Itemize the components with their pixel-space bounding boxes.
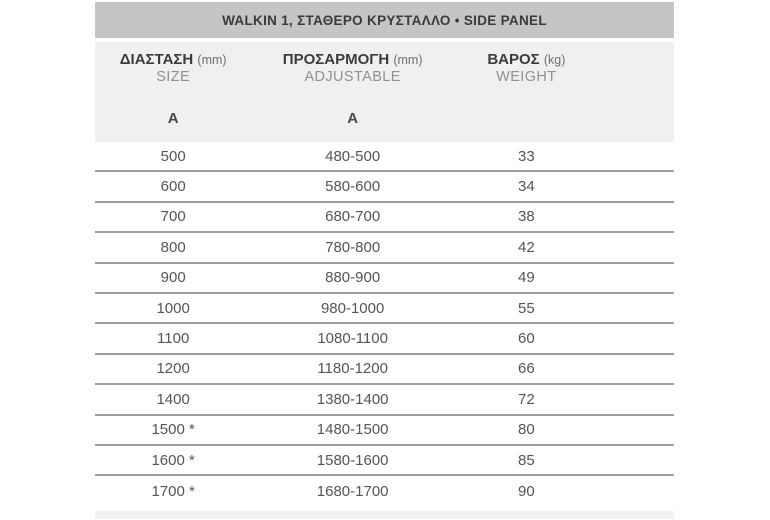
- dimension-label-spacer: [599, 110, 674, 127]
- cell-size: 1200: [156, 360, 190, 378]
- cell-adjustable: 1680-1700: [316, 482, 389, 500]
- column-headers-row: [95, 51, 674, 86]
- cell-adjustable: 1580-1600: [316, 451, 389, 469]
- table-row: [95, 294, 674, 324]
- table-row: [95, 416, 674, 446]
- cell-size: 1100: [157, 330, 190, 348]
- table-row: [95, 264, 674, 294]
- cell-size: 1500 *: [151, 421, 195, 439]
- cell-adjustable: 780-800: [325, 238, 381, 256]
- cell-weight: 33: [518, 147, 535, 165]
- cell-adjustable: 1480-1500: [316, 421, 389, 439]
- column-name-en: ADJUSTABLE: [304, 69, 401, 85]
- cell-weight: 42: [518, 238, 535, 256]
- cell-size: 1700 *: [151, 482, 195, 500]
- cell-size: 1000: [156, 299, 190, 317]
- cell-adjustable: 1180-1200: [317, 360, 388, 378]
- table-row: [95, 385, 674, 415]
- cell-adjustable: 580-600: [325, 178, 381, 196]
- column-name-el: ΔΙΑΣΤΑΣΗ: [119, 51, 194, 68]
- column-unit: (mm): [393, 53, 423, 67]
- table-title: WALKIN 1, ΣΤΑΘΕΡΟ ΚΡΥΣΤΑΛΛΟ • SIDE PANEL: [222, 12, 547, 28]
- dimension-label-weight: [454, 110, 599, 127]
- footer-bar: [95, 511, 674, 519]
- cell-size: 900: [160, 269, 186, 287]
- column-unit: (kg): [543, 53, 566, 67]
- cell-adjustable: 1380-1400: [316, 390, 389, 408]
- cell-weight: 60: [518, 330, 535, 348]
- cell-adjustable: 1080-1100: [317, 330, 388, 348]
- cell-size: 700: [160, 208, 186, 226]
- column-name-el: ΒΑΡΟΣ: [487, 51, 540, 68]
- cell-size: 800: [160, 238, 186, 256]
- cell-adjustable: 880-900: [325, 269, 381, 287]
- column-name-en: SIZE: [156, 69, 191, 85]
- table-row: [95, 233, 674, 263]
- cell-weight: 90: [518, 482, 535, 500]
- column-header-adjustable: [251, 51, 454, 86]
- table-row: [95, 476, 674, 506]
- table-header: [95, 42, 674, 142]
- column-header-size: [95, 51, 251, 86]
- column-header-weight: [454, 51, 599, 86]
- cell-adjustable: 680-700: [325, 208, 381, 226]
- column-unit: (mm): [197, 53, 227, 67]
- cell-weight: 72: [518, 390, 535, 408]
- dimension-row: [95, 110, 674, 127]
- cell-size: 500: [160, 147, 186, 165]
- table-body: [95, 142, 674, 507]
- cell-weight: 80: [518, 421, 535, 439]
- dimension-label-size: A: [167, 110, 179, 127]
- cell-adjustable: 980-1000: [320, 299, 385, 317]
- cell-weight: 55: [518, 299, 535, 317]
- cell-weight: 85: [518, 451, 535, 469]
- table-row: [95, 446, 674, 476]
- cell-weight: 34: [518, 178, 535, 196]
- cell-size: 600: [160, 178, 186, 196]
- table-row: [95, 355, 674, 385]
- table-row: [95, 324, 674, 354]
- cell-size: 1600 *: [151, 451, 195, 469]
- column-name-en: WEIGHT: [496, 69, 557, 85]
- dimension-label-adjustable: A: [347, 110, 359, 127]
- table-row: [95, 203, 674, 233]
- cell-weight: 66: [518, 360, 535, 378]
- table-title-bar: [95, 2, 674, 38]
- table-row: [95, 142, 674, 172]
- column-name-el: ΠΡΟΣΑΡΜΟΓΗ: [282, 51, 390, 68]
- cell-weight: 38: [518, 208, 535, 226]
- cell-adjustable: 480-500: [325, 147, 381, 165]
- table-row: [95, 172, 674, 202]
- column-header-spacer: [599, 51, 674, 86]
- cell-size: 1400: [156, 390, 190, 408]
- cell-weight: 49: [518, 269, 535, 287]
- spec-table: [95, 2, 674, 519]
